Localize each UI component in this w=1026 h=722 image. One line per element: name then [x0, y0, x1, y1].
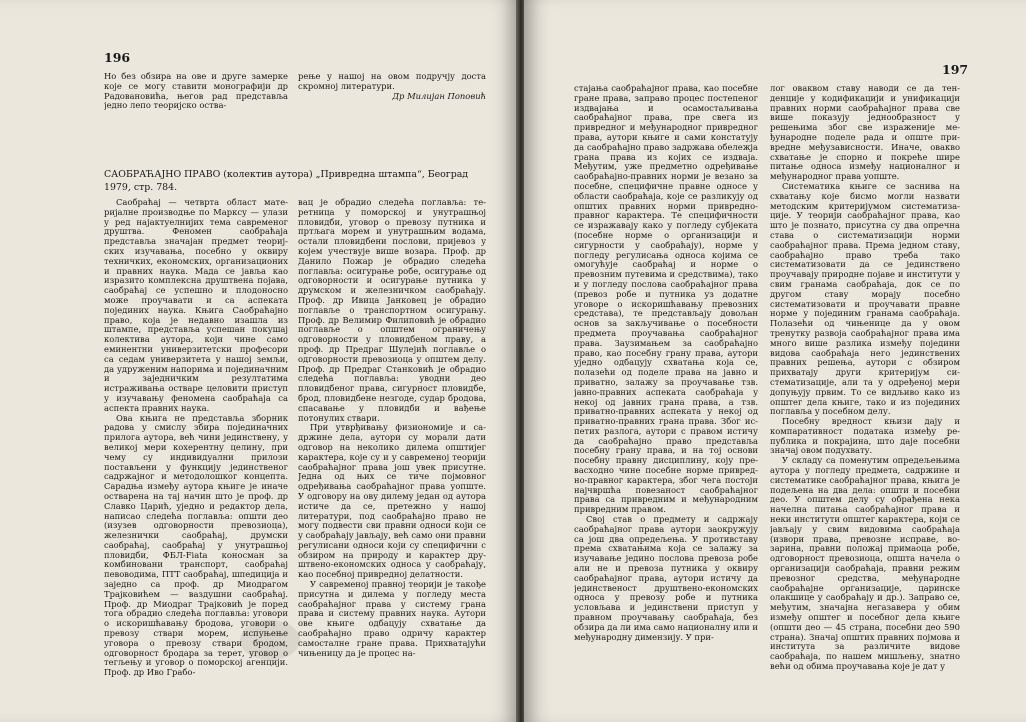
paragraph: стајања саобраћајног права, као посебне гране права, заправо процес постепеног издвајања и осамостаљивања саобраћајног права, пре свега из привредног и међународног привредног права, аутори књиге и сами констатују да саобраћајно право задржава обележја грана права из којих се издваја. Међутим, уже предметно одређивање саобраћајно-правних норми је везано за посебне, специфичне правне односе у области саобраћаја, које се разликују од општих правних норми привредно-правног карактера. Те специфичности се изражавају како у погледу субјеката (посебне норме о организацији и сигурности у саобраћају), норме у погледу регулисања односа којима се омогућује саобраћај и норме о превозним путевима и средствима), тако и у погледу послова саобраћајног права (превоз робе и путника уз додатне уговоре о искоришћавању превозних средстава), те представљају довољан основ за закључивање о посебности предмета проучавања саобраћајног права. Заузимањем за саобраћајно право, као посебну грану права, аутори уједно одбацују схватања која се, полазећи од поделе права на јавно и приватно, залажу за проучавање тзв. јавно-правних аспеката саобраћаја у некој од јавних грана права, а тзв. приватно-правних аспеката у некој од приватно-правних грана права. Због испетих разлога, аутори с правом истичу да саобраћајно право представља посебну грану права, и на тој основи посебну правну дисциплину, коју превасходно чине посебне норме привредно-правног карактера, због чега постоји најчвршћа повезаност саобраћајног права са привредним и међународним привредним правом.	[574, 84, 758, 515]
right-column-2	[770, 84, 960, 712]
page-number-right: 197	[942, 62, 969, 77]
paragraph: Ова књига не представља зборник радова у смислу збира појединачних прилога аутора, већ чини јединствену, у великој мери кохерентну целину, при чему су индивидуални прилози постављени у функцију јединственог садржајног и методолошког концепта. Сарадња између аутора књиге је иначе остварена на тај начин што је проф. др Славко Царић, уједно и редактор дела, написао следећа поглавља: општи део (изузев одговорности превозиоца), железнички саобраћај, друмски саобраћај, саобраћај у унутрашњој пловидби, ФБЛ-Fiata коносман за комбиновани транспорт, саобраћај певоводима, ПТТ саобраћај, шпедиција и заједно са проф. др Миодрагом Трајковићем — ваздушни саобраћај. Проф. др Миодраг Трајковић је поред тога обрадио следећа поглавља: уговори о искоришћавању бродова, уговори о превозу ствари морем, испуњење уговора о превозу ствари бродом, одговорност бродара за терет, уговор о тегљењу и уговор о поморској агенцији. Проф. др Иво Грабо-	[104, 412, 288, 678]
review-heading: САОБРАЋАЈНО ПРАВО (колектив аутора) „Привредна штампа“, Београд 1979, стр. 784.	[104, 169, 469, 193]
right-column-1	[574, 84, 758, 712]
intro-text-1: Но без обзира на ове и друге замерке које се могу ставити монографији др Радовановића, његов рад представља једно лепо теоријско оства-	[104, 72, 288, 111]
paragraph: При утврђивању физиономије и садржине дела, аутори су морали дати одговор на неколико дилема општијег карактера, које су и у савременој теорији саобраћајног права још увек присутне. Једна од њих се тиче појмовног одређивања саобраћајног права уопште. У одговору на ову дилему један од аутора истиче да се, претежно у нашој литератури, под саобраћајно право не могу подвести сви правни односи који се у саобраћају јављају, већ само они правни регулисани односи који су специфични с обзиром на природу и карактер друштвено-економских односа у саобраћају, као посебној привредној делатности.	[298, 422, 486, 580]
paragraph: вац је обрадио следећа поглавља: теретница у поморској и унутрашњој пловидби, уговор о превозу путника и пртљага морем и унутрашњим водама, остали пловидбени послови, пријевоз у којем учествује више возара. Проф. др Данило Пожар је обрадио следећа поглавља: осигурање робе, осигурање од одговорности и осигурање путника у друмском и железничком саобраћају. Проф. др Ивица Јанковец је обрадио поглавље о транспортном осигурању. Проф. др Велимир Филиповић је обрадио поглавље о општем ограничењу одговорности у пловидбеном праву, а проф. др Предраг Шулејић поглавље о одговорности превозиоца у општем делу. Проф. др Предраг Станковић је обрадио следећа поглавља: уводни део пловидбеног права, сигурност пловидбе, брод, пловидбене незгоде, судар бродова, спасавање у пловидби и вађење потонулих ствари.	[298, 198, 486, 423]
intro-column-2	[298, 72, 486, 116]
paragraph: Посебну вредност књизи дају и компаративност података између република и покрајина, што даје посебни значај овом подухвату.	[770, 416, 960, 456]
left-column-1	[104, 198, 288, 712]
intro-text-2: рење у нашој на овом подручју доста скромној литератури.	[298, 72, 486, 91]
paragraph: Саобраћај — четврта област материјалне производње по Марксу — улази у ред најактуелнијих тема савременог друштва. Феномен саобраћаја представља значајан предмет теоријских изучавања, посебно у оквиру техничких, економских, организационих и правних наука. Мада се јавља као изразито комплексна друштвена појава, саобраћај се успешно и плодоносно може проучавати и са аспеката појединих наука. Књига Саобраћајно право, која је недавно изашла из штампе, представља успешан покушај колектива аутора, који чине само еминентни универзитетски професори са седам универзитета у нашој земљи, да удруженим напорима и појединачним и заједничким резултатима истраживања остваре целовити приступ у изучавању феномена саобраћаја са аспекта правних наука.	[104, 198, 288, 413]
paragraph: Систематика књиге се заснива на схватању које бисмо могли назвати методским критеријумом систематизације. У теорији саобраћајног права, као што је познато, присутна су два опречна става о систематизацији норми саобраћајног права. Према једном ставу, саобраћајно право треба тако систематизовати да се јединствено проучавају природне појаве и институти у свим гранама саобраћаја, док се по другом ставу морају посебно систематизовати и проучавати правне норме у појединим гранама саобраћаја. Полазећи од чињенице да у овом тренутку развоја саобраћајног права има много више разлика између поједини видова саобраћаја него јединствених правних решења, аутори с обзиром прихватају други критеријум систематизације, али та у одређеној мери допуњују првим. То се видљиво како из општег дела књиге, тако и из појединих поглавља у посебном делу.	[770, 180, 960, 417]
review-signature: Др Милијан Поповић	[392, 90, 486, 101]
left-column-2	[298, 198, 486, 712]
right-page	[524, 0, 1026, 722]
paragraph: У складу са поменутим опредељењима аутора у погледу предмета, садржине и систематике саобраћајног права, књига је подељена на два дела: општи и посебни део. У општем делу су обрађена нека начелна питања саобраћајног права и неки институти општег карактера, који се јављају у свим видовима саобраћаја (извори права, превозне исправе, возарина, правни положај примаоца робе, одговорност превозиоца, општа начела о организацији саобраћаја, правни режим превозног средства, међународне саобраћајне организације, царинске олакшице у саобраћају и др.). Заправо се, међутим, значајна негазавера у обим између општег и посебног дела књиге (општи део — 45 страна, посебни део 590 страна). Значај општих правних појмова и института за различите видове саобраћаја, по нашем мишљењу, знатно већи од обима проучавања које је дат у	[770, 455, 960, 672]
paragraph: У савременој правној теорији је такође присутна и дилема у погледу места саобраћајног права у систему грана права и систему правних наука. Аутори ове књиге одбацују схватање да саобраћајно право одричу карактер самосталне гране права. Прихватајући чињеницу да је процес на-	[298, 579, 486, 658]
paragraph: лог оваквом ставу наводи се да тенденције у кодификацији и унификацији правних норми саобраћајног права све више показују једнообразност у решењима због све израженије међународне поделе рада и опште привредне међузависности. Иначе, овакво схватање је спорно и покреће шире питање односа између националног и међународног права уопште.	[770, 84, 960, 182]
page-number-left: 196	[104, 50, 131, 65]
intro-column-1	[104, 72, 288, 112]
paragraph: Свој став о предмету и садржају саобраћајног права аутори заокружују са још два опредељења. У противставу према схватањима која се залажу за изучавање једино послова превоза робе али не и превоза путника у оквиру саобраћајног права, аутори истичу да јединственост друштвено-економских односа у превозу робе и путника условљава и јединствени приступ у правном проучавању саобраћаја, без обзира да ли има само националну или и међународну димензију. У при-	[574, 514, 758, 642]
